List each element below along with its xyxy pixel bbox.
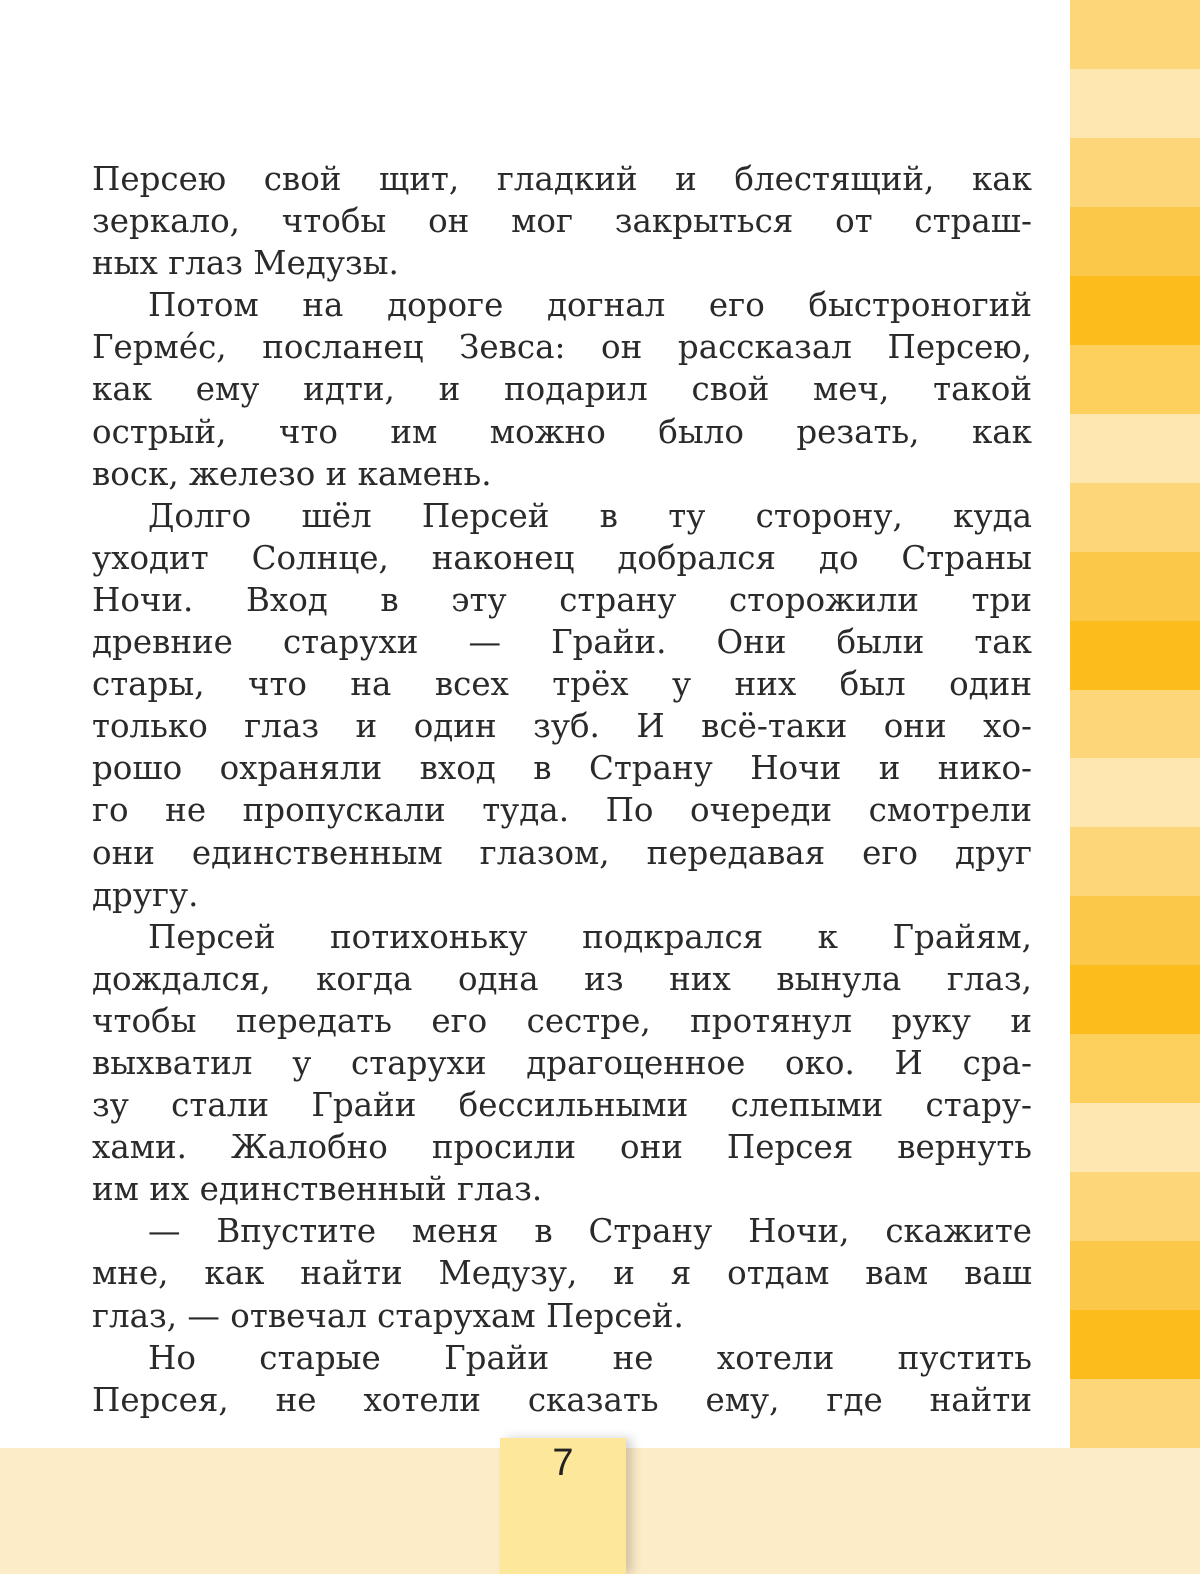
text-line: Персей потихоньку подкрался к Грайям, [148,917,1032,956]
page-number: 7 [552,1442,574,1484]
decorative-stripe [1070,276,1200,345]
text-line: острый, что им можно было резать, как [92,412,1032,451]
text-line: им их единственный глаз. [92,1170,543,1209]
text-line: дождался, когда одна из них вынула глаз, [92,959,1032,998]
text-line: Персея, не хотели сказать ему, где найти [92,1380,1032,1419]
decorative-stripe [1070,827,1200,896]
text-line: чтобы передать его сестре, протянул руку и [92,1001,1032,1040]
text-line: Но старые Грайи не хотели пустить [148,1338,1032,1377]
decorative-stripe [1070,345,1200,414]
decorative-stripe [1070,896,1200,965]
text-line: Гермéс, посланец Зевса: он рассказал Персею, [92,328,1032,367]
decorative-stripe-margin [1070,0,1200,1448]
decorative-stripe [1070,483,1200,552]
decorative-stripe [1070,1241,1200,1310]
text-line: глаз, — отвечал старухам Персей. [92,1296,684,1335]
text-line: выхватил у старухи драгоценное око. И сра- [92,1043,1032,1082]
text-line: только глаз и один зуб. И всё-таки они хо- [92,707,1032,746]
text-line: го не пропускали туда. По очереди смотрели [92,791,1032,830]
text-line: они единственным глазом, передавая его друг [92,833,1032,872]
text-line: древние старухи — Грайи. Они были так [92,623,1032,662]
text-line: хами. Жалобно просили они Персея вернуть [92,1128,1032,1167]
decorative-stripe [1070,621,1200,690]
page-number-tab [500,1438,626,1574]
decorative-stripe [1070,690,1200,759]
text-line: рошо охраняли вход в Страну Ночи и нико- [92,749,1032,788]
text-line: Персею свой щит, гладкий и блестящий, как [92,160,1032,198]
decorative-stripe [1070,1310,1200,1379]
decorative-stripe [1070,138,1200,207]
text-line: стары, что на всех трёх у них был один [92,665,1032,704]
decorative-stripe [1070,207,1200,276]
decorative-stripe [1070,1379,1200,1448]
text-line: — Впустите меня в Страну Ночи, скажите [148,1212,1032,1251]
decorative-stripe [1070,1172,1200,1241]
decorative-stripe [1070,69,1200,138]
text-line: Потом на дороге догнал его быстроногий [148,286,1032,325]
text-line: Ночи. Вход в эту страну сторожили три [92,580,1032,619]
text-line: ных глаз Медузы. [92,244,399,283]
decorative-stripe [1070,552,1200,621]
text-line: другу. [92,875,199,914]
decorative-stripe [1070,414,1200,483]
decorative-stripe [1070,0,1200,69]
decorative-stripe [1070,758,1200,827]
text-line: зу стали Грайи бессильными слепыми стару- [92,1086,1032,1125]
text-line: зеркало, чтобы он мог закрыться от страш- [92,202,1032,241]
text-line: мне, как найти Медузу, и я отдам вам ваш [92,1254,1032,1293]
text-line: Долго шёл Персей в ту сторону, куда [148,496,1032,535]
story-text [92,158,1032,1421]
decorative-stripe [1070,1034,1200,1103]
text-line: воск, железо и камень. [92,454,492,493]
text-line: уходит Солнце, наконец добрался до Страны [92,538,1032,577]
decorative-stripe [1070,1103,1200,1172]
decorative-stripe [1070,965,1200,1034]
text-line: как ему идти, и подарил свой меч, такой [92,370,1032,409]
